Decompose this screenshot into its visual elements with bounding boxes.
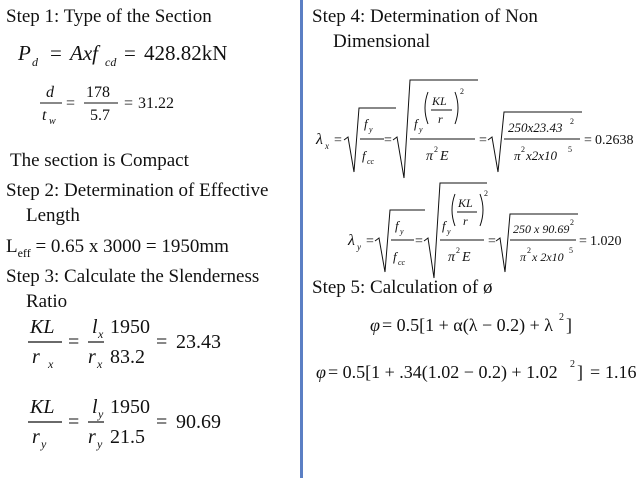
compact-conclusion: The section is Compact bbox=[10, 150, 189, 171]
svg-text:x2x10: x2x10 bbox=[526, 148, 558, 163]
svg-text:=: = bbox=[415, 234, 423, 249]
svg-text:=: = bbox=[479, 133, 487, 148]
svg-text:l: l bbox=[92, 316, 98, 338]
svg-text:=: = bbox=[124, 41, 136, 65]
svg-text:r: r bbox=[88, 426, 96, 448]
step3-heading-line2: Ratio bbox=[26, 291, 68, 312]
svg-text:31.22: 31.22 bbox=[138, 95, 174, 112]
svg-text:=: = bbox=[124, 95, 134, 112]
svg-text:23.43: 23.43 bbox=[176, 331, 221, 353]
svg-text:φ: φ bbox=[370, 315, 380, 335]
svg-text:90.69: 90.69 bbox=[176, 411, 221, 433]
svg-text:250x23.43: 250x23.43 bbox=[508, 120, 563, 135]
svg-text:=: = bbox=[366, 234, 374, 249]
svg-text:2: 2 bbox=[570, 117, 574, 126]
svg-text:y: y bbox=[98, 407, 104, 421]
leff-equation: $L_{eff} = 0.65$ x 3000 = 1950mm bbox=[6, 236, 229, 260]
svg-text:x: x bbox=[97, 357, 103, 371]
step1-heading: Step 1: Type of the Section bbox=[6, 6, 212, 27]
svg-text:178: 178 bbox=[86, 84, 110, 101]
svg-text:π: π bbox=[520, 250, 527, 264]
step3-heading-line1: Step 3: Calculate the Slenderness bbox=[6, 266, 260, 287]
svg-text:428.82kN: 428.82kN bbox=[144, 41, 228, 65]
svg-text:E: E bbox=[462, 250, 471, 265]
svg-text:2: 2 bbox=[434, 145, 438, 154]
svg-text:=: = bbox=[66, 95, 76, 112]
svg-text:5: 5 bbox=[569, 246, 573, 255]
svg-text:=: = bbox=[68, 331, 80, 353]
svg-text:Axf: Axf bbox=[70, 41, 98, 65]
svg-text:=: = bbox=[579, 234, 587, 249]
svg-text:f: f bbox=[362, 148, 366, 163]
svg-text:φ: φ bbox=[316, 362, 326, 382]
svg-text:cd: cd bbox=[105, 55, 117, 69]
svg-text:1.020: 1.020 bbox=[590, 234, 622, 249]
eq-d-tw bbox=[40, 84, 174, 127]
svg-text:P: P bbox=[18, 41, 31, 65]
svg-text:f: f bbox=[414, 116, 418, 131]
svg-text:=: = bbox=[50, 41, 62, 65]
svg-text:2: 2 bbox=[521, 145, 525, 154]
svg-text:λ: λ bbox=[316, 131, 323, 148]
svg-text:=: = bbox=[334, 133, 342, 148]
svg-text:83.2: 83.2 bbox=[110, 346, 145, 368]
eq-slenderness-y bbox=[28, 396, 221, 451]
step5-heading: Step 5: Calculation of ø bbox=[312, 277, 493, 298]
svg-text:f: f bbox=[395, 218, 399, 233]
svg-text:π: π bbox=[426, 149, 434, 164]
svg-text:]: ] bbox=[577, 362, 583, 382]
step2-heading-line1: Step 2: Determination of Effective bbox=[6, 180, 269, 201]
svg-text:2: 2 bbox=[570, 359, 575, 370]
svg-text:=: = bbox=[488, 234, 496, 249]
svg-text:l: l bbox=[92, 396, 98, 418]
svg-text:x: x bbox=[325, 141, 329, 151]
svg-text:x 2x10: x 2x10 bbox=[532, 250, 564, 264]
svg-text:cc: cc bbox=[398, 258, 406, 267]
step4-heading-line1: Step 4: Determination of Non bbox=[312, 6, 538, 27]
svg-text:w: w bbox=[49, 116, 56, 127]
svg-text:π: π bbox=[514, 148, 521, 163]
svg-text:E: E bbox=[440, 149, 449, 164]
svg-text:π: π bbox=[448, 250, 456, 265]
svg-text:=: = bbox=[156, 331, 168, 353]
svg-text:1950: 1950 bbox=[110, 316, 150, 338]
svg-text:=: = bbox=[156, 411, 168, 433]
svg-text:r: r bbox=[438, 112, 443, 126]
svg-text:21.5: 21.5 bbox=[110, 426, 145, 448]
svg-text:KL: KL bbox=[30, 396, 55, 418]
svg-text:]: ] bbox=[566, 315, 572, 335]
svg-text:x: x bbox=[48, 357, 54, 371]
eq-lambda-y bbox=[347, 183, 622, 278]
svg-text:y: y bbox=[357, 242, 361, 252]
svg-text:y: y bbox=[419, 125, 423, 134]
svg-text:KL: KL bbox=[30, 316, 55, 338]
svg-text:t: t bbox=[42, 107, 47, 124]
eq-phi-numeric bbox=[316, 359, 637, 383]
step2-heading-line2: Length bbox=[26, 205, 80, 226]
svg-text:d: d bbox=[32, 55, 38, 69]
svg-text:r: r bbox=[32, 346, 40, 368]
svg-text:r: r bbox=[463, 214, 468, 228]
svg-text:λ: λ bbox=[348, 232, 355, 249]
svg-text:5: 5 bbox=[568, 145, 572, 154]
svg-text:y: y bbox=[369, 125, 373, 134]
eq-phi-general bbox=[370, 312, 572, 336]
svg-text:y: y bbox=[447, 227, 451, 236]
eq-pd bbox=[17, 41, 227, 69]
svg-text:2: 2 bbox=[570, 218, 574, 227]
svg-text:250 x 90.69: 250 x 90.69 bbox=[513, 222, 570, 236]
svg-text:2: 2 bbox=[460, 87, 464, 96]
svg-text:KL: KL bbox=[432, 94, 447, 108]
svg-text:2: 2 bbox=[559, 312, 564, 323]
svg-text:y: y bbox=[97, 437, 103, 451]
eq-slenderness-x bbox=[28, 316, 221, 371]
svg-text:=: = bbox=[584, 133, 592, 148]
svg-text:f: f bbox=[393, 249, 397, 264]
step4-heading-line2: Dimensional bbox=[333, 31, 431, 52]
svg-text:x: x bbox=[98, 327, 104, 341]
svg-text:= 0.5[1 + .34(1.02 − 0.2) + 1.: = 0.5[1 + .34(1.02 − 0.2) + 1.02 bbox=[328, 362, 558, 382]
svg-text:r: r bbox=[88, 346, 96, 368]
svg-text:=: = bbox=[384, 133, 392, 148]
svg-text:1.16: 1.16 bbox=[605, 362, 637, 382]
svg-text:0.2638: 0.2638 bbox=[595, 133, 634, 148]
svg-text:f: f bbox=[442, 218, 446, 233]
svg-text:f: f bbox=[364, 116, 368, 131]
svg-text:2: 2 bbox=[484, 189, 488, 198]
svg-text:cc: cc bbox=[367, 157, 375, 166]
svg-text:2: 2 bbox=[527, 246, 531, 255]
svg-text:=: = bbox=[590, 362, 601, 382]
svg-text:d: d bbox=[46, 84, 54, 101]
svg-text:2: 2 bbox=[456, 246, 460, 255]
svg-text:r: r bbox=[32, 426, 40, 448]
svg-text:1950: 1950 bbox=[110, 396, 150, 418]
svg-text:KL: KL bbox=[458, 196, 473, 210]
svg-text:= 0.5[1 + α(λ − 0.2) + λ: = 0.5[1 + α(λ − 0.2) + λ bbox=[382, 315, 553, 335]
svg-text:y: y bbox=[41, 437, 47, 451]
svg-text:=: = bbox=[68, 411, 80, 433]
svg-text:5.7: 5.7 bbox=[90, 107, 110, 124]
svg-text:y: y bbox=[400, 227, 404, 236]
eq-lambda-x bbox=[315, 80, 634, 178]
